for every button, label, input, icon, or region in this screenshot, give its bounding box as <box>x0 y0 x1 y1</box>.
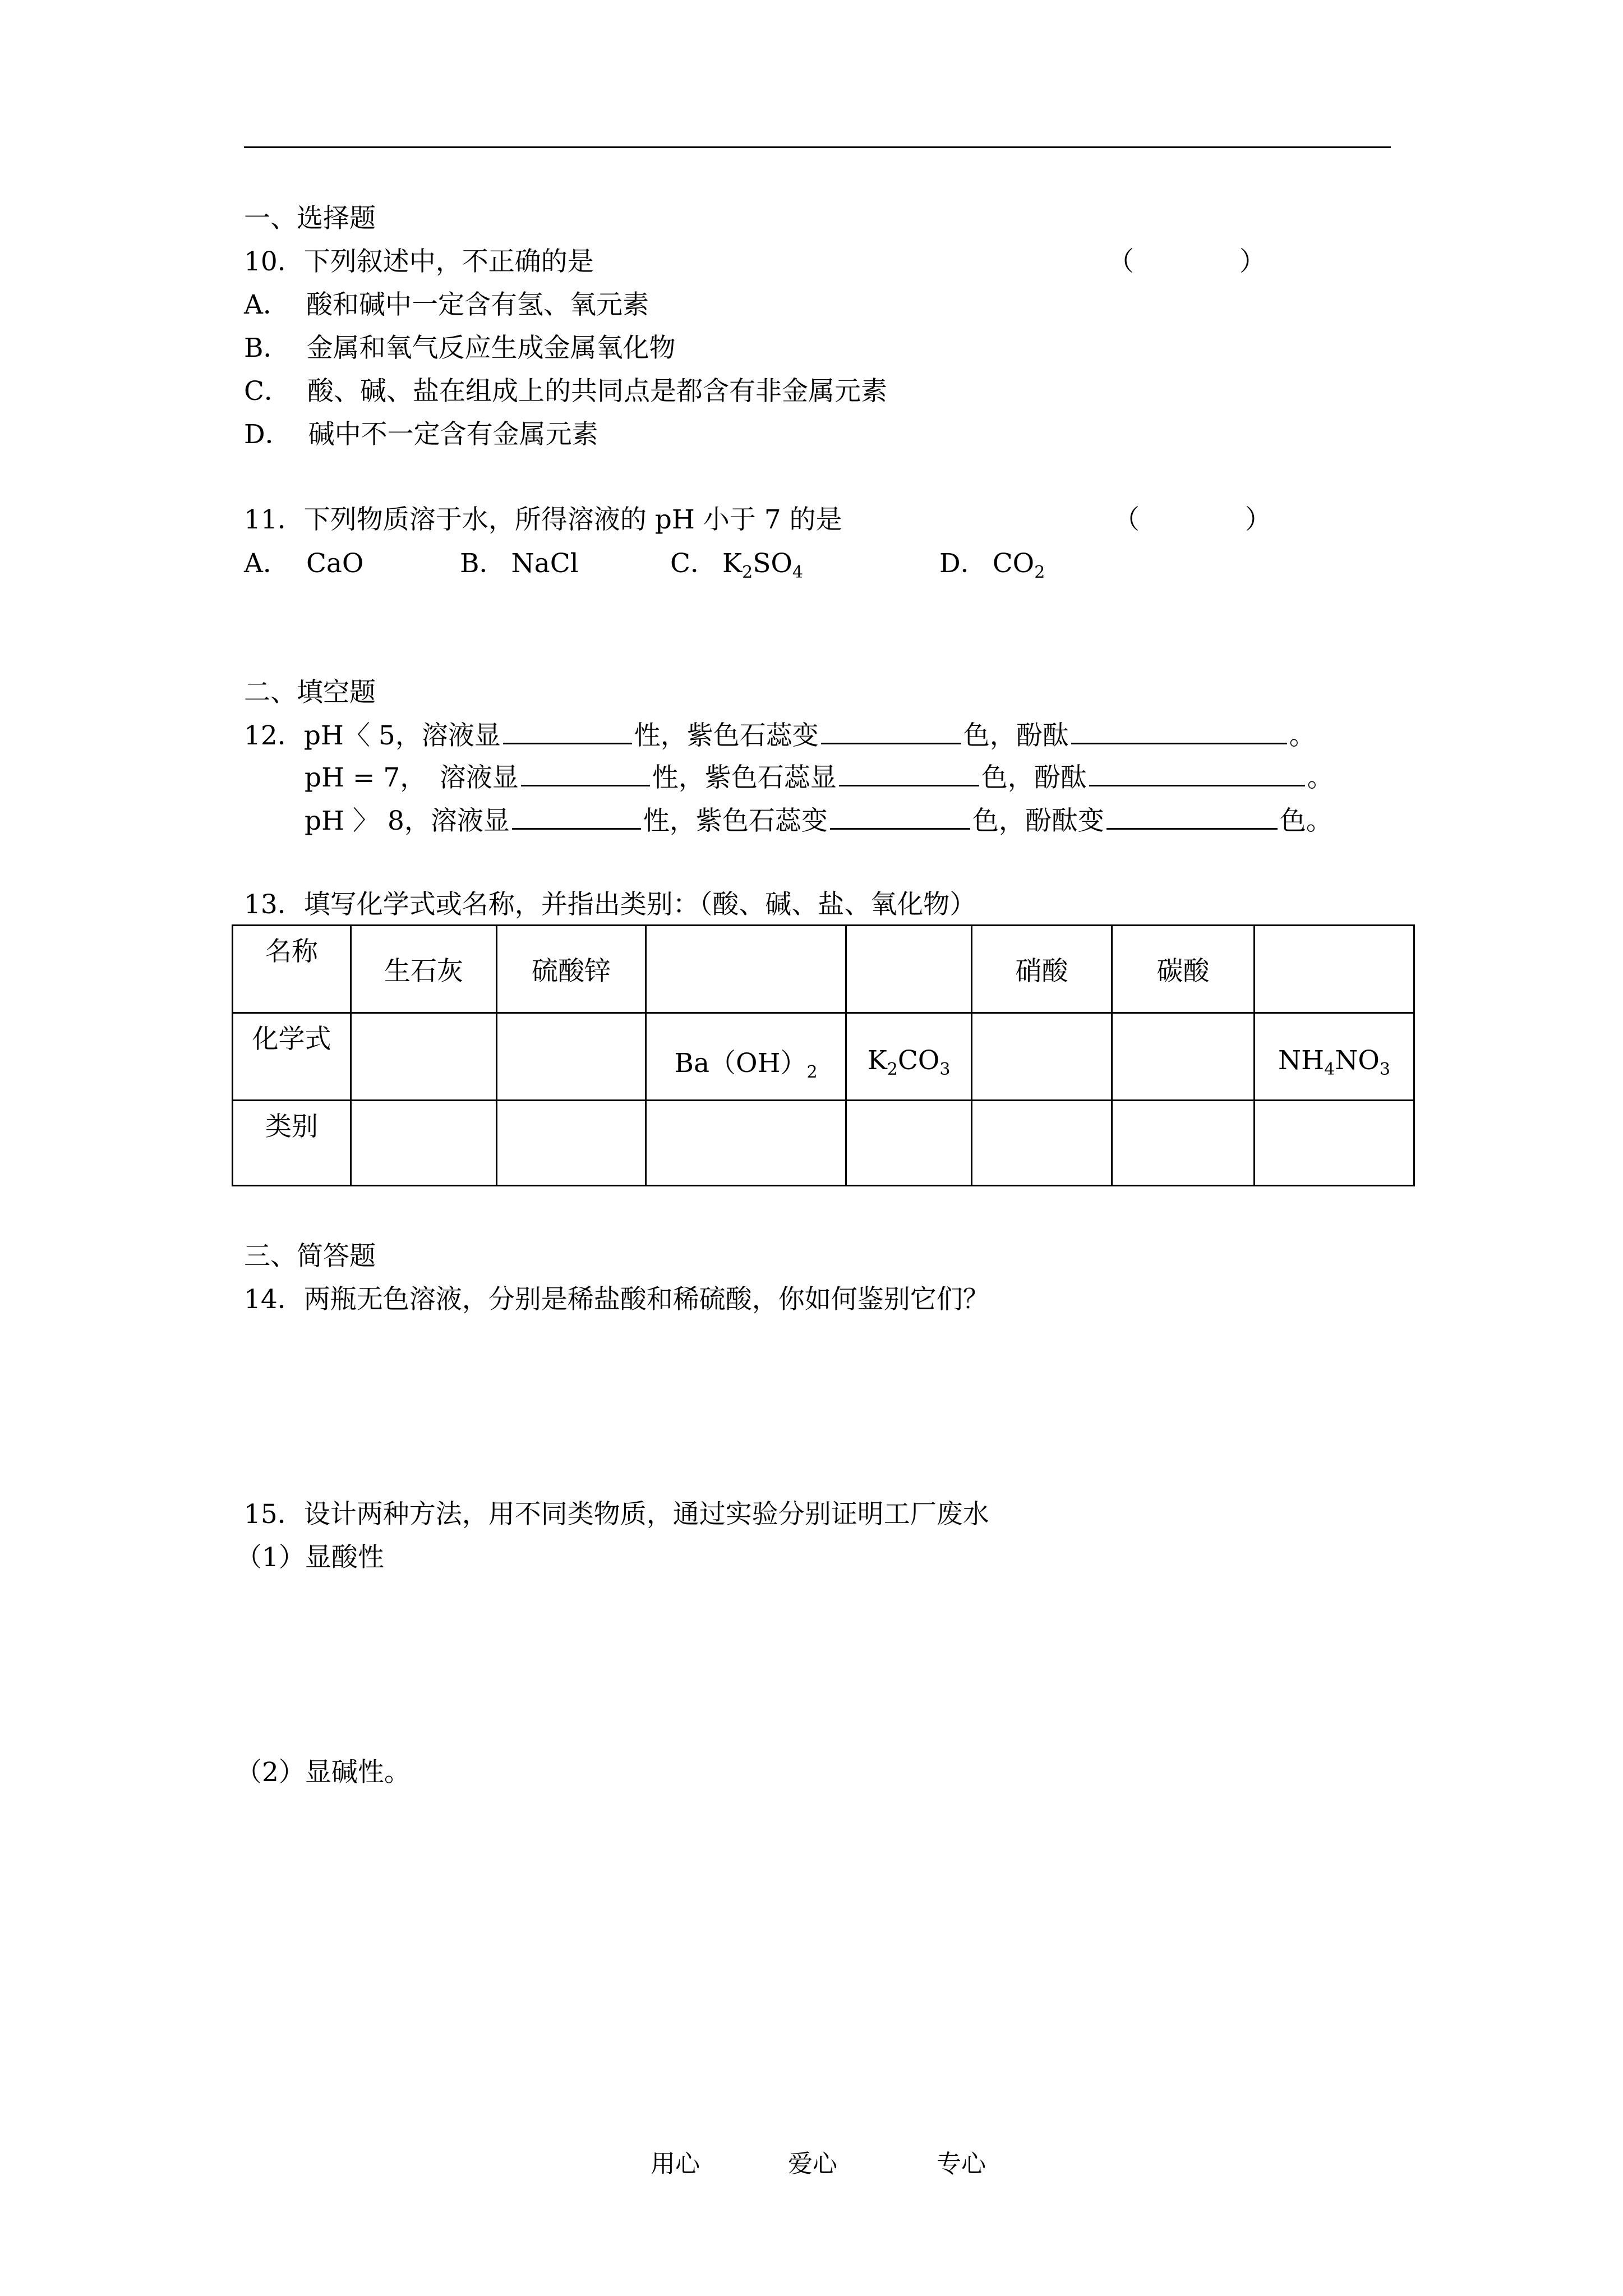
formula-text: NO <box>1335 1045 1380 1076</box>
cell-name[interactable] <box>846 926 972 1013</box>
option-label: D． <box>939 548 987 579</box>
question-12-row-3 <box>305 803 1332 838</box>
option-text: CO <box>992 548 1035 579</box>
answer-blank[interactable] <box>1089 760 1305 786</box>
cell-name: 生石灰 <box>351 926 497 1013</box>
question-11-answer-bracket: （ ） <box>1113 504 1271 535</box>
formula-text: Ba（OH） <box>674 1048 807 1079</box>
answer-blank[interactable] <box>839 760 979 786</box>
cell-formula[interactable] <box>1112 1013 1255 1101</box>
cell-name[interactable] <box>1255 926 1414 1013</box>
question-15-part-2: （2）显碱性。 <box>236 1757 411 1788</box>
option-label: B． <box>244 333 290 364</box>
fill-text: 色，酚酞变 <box>972 806 1104 836</box>
chemistry-table <box>232 924 1415 1186</box>
question-13-stem: 13．填写化学式或名称，并指出类别：（酸、碱、盐、氧化物） <box>244 889 976 920</box>
question-10-answer-bracket: （ ） <box>1108 246 1266 277</box>
row-header-name: 名称 <box>233 926 351 1013</box>
answer-blank[interactable] <box>512 803 641 830</box>
option-label: A． <box>244 289 289 320</box>
formula-text: CO <box>897 1045 940 1076</box>
subscript: 2 <box>887 1060 898 1079</box>
cell-category[interactable] <box>846 1101 972 1186</box>
answer-blank[interactable] <box>1106 803 1278 830</box>
cell-formula[interactable] <box>972 1013 1112 1101</box>
footer-text-2: 爱心 <box>788 2150 837 2178</box>
option-text: 碱中不一定含有金属元素 <box>308 419 598 450</box>
cell-category[interactable] <box>351 1101 497 1186</box>
answer-blank[interactable] <box>821 718 961 744</box>
option-text: 酸、碱、盐在组成上的共同点是都含有非金属元素 <box>307 376 887 407</box>
row-header-category: 类别 <box>233 1101 351 1186</box>
fill-text: 色。 <box>1279 806 1332 836</box>
option-label: D． <box>244 419 292 450</box>
cell-formula[interactable] <box>497 1013 646 1101</box>
fill-text: 性，紫色石蕊变 <box>643 806 828 836</box>
option-text: NaCl <box>511 548 579 579</box>
answer-blank[interactable] <box>1071 718 1287 744</box>
question-11-option-b <box>460 547 579 581</box>
question-10-option-c <box>244 375 887 408</box>
question-12-row-1 <box>244 718 1316 753</box>
question-12-row-2 <box>305 760 1334 795</box>
fill-text: pH = 7， 溶液显 <box>305 762 519 793</box>
answer-blank[interactable] <box>503 718 632 744</box>
section-title-choice: 一、选择题 <box>244 203 376 234</box>
option-text: 酸和碱中一定含有氢、氧元素 <box>306 289 649 320</box>
fill-text: 性，紫色石蕊变 <box>634 720 819 751</box>
section-title-fill: 二、填空题 <box>244 677 376 708</box>
answer-blank[interactable] <box>830 803 970 830</box>
cell-category[interactable] <box>646 1101 846 1186</box>
cell-category[interactable] <box>497 1101 646 1186</box>
subscript: 3 <box>939 1060 951 1079</box>
subscript: 3 <box>1379 1060 1390 1079</box>
fill-text: 。 <box>1307 762 1334 793</box>
option-text: K <box>722 548 743 579</box>
cell-formula <box>1255 1013 1414 1101</box>
answer-blank[interactable] <box>521 760 650 786</box>
subscript: 2 <box>742 563 753 582</box>
question-10-stem: 10．下列叙述中，不正确的是 <box>244 246 594 277</box>
subscript: 2 <box>806 1062 818 1082</box>
subscript: 4 <box>792 563 804 582</box>
option-text: 金属和氧气反应生成金属氧化物 <box>306 333 676 364</box>
fill-text: 色，酚酞 <box>981 762 1087 793</box>
formula-text: NH <box>1278 1045 1325 1076</box>
cell-name: 碳酸 <box>1112 926 1255 1013</box>
question-14-stem: 14．两瓶无色溶液，分别是稀盐酸和稀硫酸，你如何鉴别它们？ <box>244 1284 989 1315</box>
question-10-option-a <box>244 288 649 322</box>
option-label: C． <box>670 548 717 579</box>
cell-name[interactable] <box>646 926 846 1013</box>
fill-text: 。 <box>1289 720 1316 751</box>
option-label: A． <box>244 548 289 579</box>
cell-formula <box>646 1013 846 1101</box>
fill-text: 色，酚酞 <box>963 720 1069 751</box>
option-text: CaO <box>306 548 364 579</box>
question-11-option-a <box>244 547 363 581</box>
cell-category[interactable] <box>1255 1101 1414 1186</box>
fill-text: 性，紫色石蕊显 <box>652 762 837 793</box>
footer-text-3: 专心 <box>937 2150 986 2178</box>
header-rule <box>244 146 1391 148</box>
row-header-formula: 化学式 <box>233 1013 351 1101</box>
subscript: 2 <box>1034 563 1045 582</box>
cell-category[interactable] <box>972 1101 1112 1186</box>
formula-text: K <box>867 1045 887 1076</box>
question-11-stem: 11．下列物质溶于水，所得溶液的 pH 小于 7 的是 <box>244 504 842 535</box>
question-15-stem: 15．设计两种方法，用不同类物质，通过实验分别证明工厂废水 <box>244 1499 989 1530</box>
subscript: 4 <box>1324 1060 1335 1079</box>
option-label: C． <box>244 376 291 407</box>
cell-formula[interactable] <box>351 1013 497 1101</box>
cell-name: 硝酸 <box>972 926 1112 1013</box>
question-11-option-d <box>939 547 1045 590</box>
cell-formula <box>846 1013 972 1101</box>
question-10-option-d <box>244 418 598 452</box>
question-number: 12． <box>244 720 304 751</box>
fill-text: pH 〉 8，溶液显 <box>305 806 510 836</box>
cell-name: 硫酸锌 <box>497 926 646 1013</box>
section-title-short-answer: 三、简答题 <box>244 1241 376 1272</box>
footer-text-1: 用心 <box>651 2150 700 2178</box>
question-10-option-b <box>244 332 676 365</box>
question-11-option-c <box>670 547 803 590</box>
option-label: B． <box>460 548 506 579</box>
option-text: SO <box>753 548 792 579</box>
question-15-part-1: （1）显酸性 <box>236 1542 384 1573</box>
fill-text: pH〈 5，溶液显 <box>303 720 501 751</box>
cell-category[interactable] <box>1112 1101 1255 1186</box>
